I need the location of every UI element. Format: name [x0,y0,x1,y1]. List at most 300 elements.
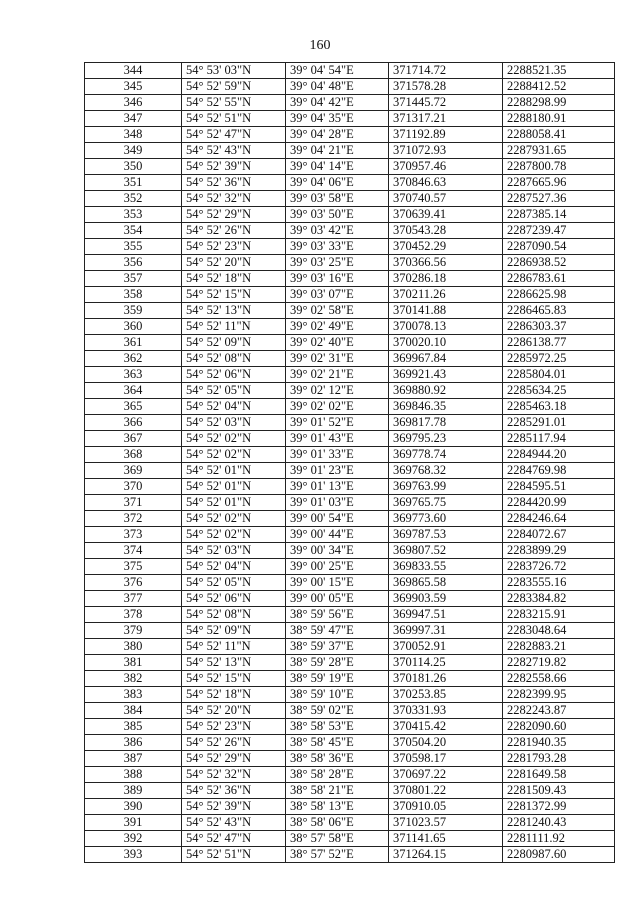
point-number-cell: 364 [85,383,182,399]
table-row [85,223,615,239]
point-number-cell: 386 [85,735,182,751]
x-coordinate-cell: 370286.18 [389,271,503,287]
table-row [85,175,615,191]
x-coordinate-cell: 371192.89 [389,127,503,143]
x-coordinate-cell: 370020.10 [389,335,503,351]
longitude-cell: 39° 02' 12"E [286,383,389,399]
latitude-cell: 54° 52' 08"N [182,607,286,623]
table-row [85,703,615,719]
table-row [85,687,615,703]
longitude-cell: 39° 04' 14"E [286,159,389,175]
table-row [85,735,615,751]
x-coordinate-cell: 369880.92 [389,383,503,399]
y-coordinate-cell: 2281111.92 [503,831,615,847]
y-coordinate-cell: 2286303.37 [503,319,615,335]
longitude-cell: 39° 04' 54"E [286,63,389,79]
y-coordinate-cell: 2287931.65 [503,143,615,159]
x-coordinate-cell: 369787.53 [389,527,503,543]
latitude-cell: 54° 52' 03"N [182,543,286,559]
point-number-cell: 370 [85,479,182,495]
latitude-cell: 54° 52' 43"N [182,143,286,159]
point-number-cell: 354 [85,223,182,239]
latitude-cell: 54° 52' 11"N [182,639,286,655]
table-row [85,543,615,559]
longitude-cell: 39° 00' 44"E [286,527,389,543]
x-coordinate-cell: 369765.75 [389,495,503,511]
longitude-cell: 39° 02' 49"E [286,319,389,335]
point-number-cell: 371 [85,495,182,511]
table-row [85,351,615,367]
x-coordinate-cell: 370846.63 [389,175,503,191]
x-coordinate-cell: 369833.55 [389,559,503,575]
x-coordinate-cell: 371141.65 [389,831,503,847]
table-row [85,127,615,143]
y-coordinate-cell: 2287385.14 [503,207,615,223]
x-coordinate-cell: 369773.60 [389,511,503,527]
table-row [85,591,615,607]
table-row [85,831,615,847]
table-row [85,607,615,623]
y-coordinate-cell: 2285291.01 [503,415,615,431]
longitude-cell: 38° 58' 13"E [286,799,389,815]
y-coordinate-cell: 2283215.91 [503,607,615,623]
x-coordinate-cell: 370598.17 [389,751,503,767]
x-coordinate-cell: 369795.23 [389,431,503,447]
table-row [85,399,615,415]
x-coordinate-cell: 370697.22 [389,767,503,783]
latitude-cell: 54° 52' 55"N [182,95,286,111]
y-coordinate-cell: 2282883.21 [503,639,615,655]
point-number-cell: 345 [85,79,182,95]
longitude-cell: 39° 01' 13"E [286,479,389,495]
latitude-cell: 54° 52' 23"N [182,239,286,255]
x-coordinate-cell: 370114.25 [389,655,503,671]
point-number-cell: 382 [85,671,182,687]
x-coordinate-cell: 370078.13 [389,319,503,335]
x-coordinate-cell: 370141.88 [389,303,503,319]
longitude-cell: 38° 59' 56"E [286,607,389,623]
y-coordinate-cell: 2287665.96 [503,175,615,191]
x-coordinate-cell: 370639.41 [389,207,503,223]
x-coordinate-cell: 371264.15 [389,847,503,863]
y-coordinate-cell: 2281509.43 [503,783,615,799]
point-number-cell: 367 [85,431,182,447]
longitude-cell: 39° 03' 50"E [286,207,389,223]
y-coordinate-cell: 2284769.98 [503,463,615,479]
point-number-cell: 372 [85,511,182,527]
longitude-cell: 38° 58' 28"E [286,767,389,783]
y-coordinate-cell: 2288058.41 [503,127,615,143]
point-number-cell: 352 [85,191,182,207]
longitude-cell: 38° 59' 02"E [286,703,389,719]
table-row [85,463,615,479]
latitude-cell: 54° 52' 43"N [182,815,286,831]
point-number-cell: 376 [85,575,182,591]
x-coordinate-cell: 369763.99 [389,479,503,495]
latitude-cell: 54° 52' 26"N [182,735,286,751]
point-number-cell: 380 [85,639,182,655]
table-row [85,719,615,735]
point-number-cell: 392 [85,831,182,847]
x-coordinate-cell: 370957.46 [389,159,503,175]
y-coordinate-cell: 2285463.18 [503,399,615,415]
x-coordinate-cell: 370366.56 [389,255,503,271]
y-coordinate-cell: 2282399.95 [503,687,615,703]
point-number-cell: 375 [85,559,182,575]
longitude-cell: 39° 04' 35"E [286,111,389,127]
point-number-cell: 390 [85,799,182,815]
point-number-cell: 379 [85,623,182,639]
x-coordinate-cell: 370740.57 [389,191,503,207]
point-number-cell: 378 [85,607,182,623]
longitude-cell: 38° 58' 21"E [286,783,389,799]
latitude-cell: 54° 52' 04"N [182,559,286,575]
latitude-cell: 54° 52' 05"N [182,383,286,399]
point-number-cell: 385 [85,719,182,735]
x-coordinate-cell: 370253.85 [389,687,503,703]
latitude-cell: 54° 52' 36"N [182,783,286,799]
table-row [85,63,615,79]
table-row [85,383,615,399]
y-coordinate-cell: 2287800.78 [503,159,615,175]
coordinates-table [84,62,615,863]
latitude-cell: 54° 52' 01"N [182,495,286,511]
longitude-cell: 39° 01' 23"E [286,463,389,479]
longitude-cell: 38° 58' 06"E [286,815,389,831]
latitude-cell: 54° 52' 47"N [182,831,286,847]
longitude-cell: 39° 01' 52"E [286,415,389,431]
x-coordinate-cell: 369921.43 [389,367,503,383]
longitude-cell: 39° 03' 07"E [286,287,389,303]
point-number-cell: 347 [85,111,182,127]
longitude-cell: 39° 03' 42"E [286,223,389,239]
latitude-cell: 54° 52' 09"N [182,623,286,639]
longitude-cell: 39° 01' 43"E [286,431,389,447]
longitude-cell: 39° 00' 05"E [286,591,389,607]
table-row [85,479,615,495]
point-number-cell: 377 [85,591,182,607]
latitude-cell: 54° 52' 23"N [182,719,286,735]
page-number: 160 [309,38,331,53]
longitude-cell: 38° 57' 52"E [286,847,389,863]
y-coordinate-cell: 2286465.83 [503,303,615,319]
longitude-cell: 39° 04' 28"E [286,127,389,143]
y-coordinate-cell: 2285117.94 [503,431,615,447]
latitude-cell: 54° 52' 59"N [182,79,286,95]
y-coordinate-cell: 2288412.52 [503,79,615,95]
y-coordinate-cell: 2283048.64 [503,623,615,639]
point-number-cell: 393 [85,847,182,863]
y-coordinate-cell: 2286625.98 [503,287,615,303]
longitude-cell: 39° 00' 54"E [286,511,389,527]
latitude-cell: 54° 52' 18"N [182,271,286,287]
latitude-cell: 54° 52' 47"N [182,127,286,143]
table-row [85,271,615,287]
y-coordinate-cell: 2281649.58 [503,767,615,783]
latitude-cell: 54° 52' 29"N [182,207,286,223]
y-coordinate-cell: 2286783.61 [503,271,615,287]
longitude-cell: 39° 03' 25"E [286,255,389,271]
x-coordinate-cell: 369778.74 [389,447,503,463]
table-row [85,287,615,303]
longitude-cell: 38° 58' 36"E [286,751,389,767]
point-number-cell: 369 [85,463,182,479]
latitude-cell: 54° 52' 13"N [182,655,286,671]
latitude-cell: 54° 52' 02"N [182,431,286,447]
point-number-cell: 373 [85,527,182,543]
table-row [85,655,615,671]
longitude-cell: 39° 04' 21"E [286,143,389,159]
x-coordinate-cell: 369807.52 [389,543,503,559]
latitude-cell: 54° 52' 29"N [182,751,286,767]
x-coordinate-cell: 370543.28 [389,223,503,239]
point-number-cell: 365 [85,399,182,415]
table-row [85,239,615,255]
table-row [85,319,615,335]
table-row [85,751,615,767]
y-coordinate-cell: 2284420.99 [503,495,615,511]
x-coordinate-cell: 369865.58 [389,575,503,591]
y-coordinate-cell: 2283899.29 [503,543,615,559]
x-coordinate-cell: 370504.20 [389,735,503,751]
table-row [85,847,615,863]
table-row [85,335,615,351]
x-coordinate-cell: 369997.31 [389,623,503,639]
point-number-cell: 358 [85,287,182,303]
y-coordinate-cell: 2282243.87 [503,703,615,719]
longitude-cell: 38° 58' 53"E [286,719,389,735]
x-coordinate-cell: 370052.91 [389,639,503,655]
x-coordinate-cell: 369967.84 [389,351,503,367]
point-number-cell: 368 [85,447,182,463]
table-row [85,191,615,207]
latitude-cell: 54° 52' 01"N [182,463,286,479]
y-coordinate-cell: 2286938.52 [503,255,615,271]
longitude-cell: 38° 57' 58"E [286,831,389,847]
table-row [85,799,615,815]
x-coordinate-cell: 371072.93 [389,143,503,159]
latitude-cell: 54° 52' 05"N [182,575,286,591]
point-number-cell: 348 [85,127,182,143]
latitude-cell: 54° 52' 20"N [182,255,286,271]
point-number-cell: 350 [85,159,182,175]
latitude-cell: 54° 52' 15"N [182,287,286,303]
latitude-cell: 54° 52' 02"N [182,511,286,527]
point-number-cell: 391 [85,815,182,831]
point-number-cell: 374 [85,543,182,559]
table-row [85,575,615,591]
x-coordinate-cell: 371578.28 [389,79,503,95]
x-coordinate-cell: 371445.72 [389,95,503,111]
table-row [85,767,615,783]
x-coordinate-cell: 371023.57 [389,815,503,831]
longitude-cell: 39° 04' 48"E [286,79,389,95]
latitude-cell: 54° 52' 04"N [182,399,286,415]
point-number-cell: 346 [85,95,182,111]
longitude-cell: 39° 03' 16"E [286,271,389,287]
y-coordinate-cell: 2288298.99 [503,95,615,111]
y-coordinate-cell: 2283555.16 [503,575,615,591]
table-row [85,143,615,159]
latitude-cell: 54° 52' 11"N [182,319,286,335]
point-number-cell: 363 [85,367,182,383]
latitude-cell: 54° 52' 13"N [182,303,286,319]
table-row [85,495,615,511]
table-row [85,447,615,463]
longitude-cell: 38° 59' 47"E [286,623,389,639]
y-coordinate-cell: 2288180.91 [503,111,615,127]
y-coordinate-cell: 2284072.67 [503,527,615,543]
point-number-cell: 359 [85,303,182,319]
longitude-cell: 38° 59' 19"E [286,671,389,687]
longitude-cell: 38° 59' 37"E [286,639,389,655]
point-number-cell: 383 [85,687,182,703]
point-number-cell: 362 [85,351,182,367]
coordinates-table-body [85,63,615,863]
table-row [85,95,615,111]
latitude-cell: 54° 52' 08"N [182,351,286,367]
x-coordinate-cell: 371317.21 [389,111,503,127]
table-row [85,527,615,543]
x-coordinate-cell: 370181.26 [389,671,503,687]
latitude-cell: 54° 52' 03"N [182,415,286,431]
y-coordinate-cell: 2283726.72 [503,559,615,575]
x-coordinate-cell: 369768.32 [389,463,503,479]
latitude-cell: 54° 52' 20"N [182,703,286,719]
point-number-cell: 351 [85,175,182,191]
latitude-cell: 54° 52' 01"N [182,479,286,495]
x-coordinate-cell: 369947.51 [389,607,503,623]
x-coordinate-cell: 370452.29 [389,239,503,255]
longitude-cell: 39° 00' 15"E [286,575,389,591]
latitude-cell: 54° 52' 06"N [182,367,286,383]
y-coordinate-cell: 2287239.47 [503,223,615,239]
longitude-cell: 39° 04' 06"E [286,175,389,191]
table-row [85,815,615,831]
table-row [85,623,615,639]
longitude-cell: 39° 04' 42"E [286,95,389,111]
point-number-cell: 387 [85,751,182,767]
x-coordinate-cell: 369817.78 [389,415,503,431]
y-coordinate-cell: 2288521.35 [503,63,615,79]
longitude-cell: 39° 03' 58"E [286,191,389,207]
x-coordinate-cell: 370211.26 [389,287,503,303]
y-coordinate-cell: 2282558.66 [503,671,615,687]
point-number-cell: 381 [85,655,182,671]
x-coordinate-cell: 370331.93 [389,703,503,719]
table-row [85,367,615,383]
table-row [85,207,615,223]
latitude-cell: 54° 52' 18"N [182,687,286,703]
y-coordinate-cell: 2283384.82 [503,591,615,607]
x-coordinate-cell: 369903.59 [389,591,503,607]
longitude-cell: 38° 59' 10"E [286,687,389,703]
longitude-cell: 39° 02' 40"E [286,335,389,351]
table-row [85,79,615,95]
latitude-cell: 54° 52' 32"N [182,767,286,783]
table-row [85,415,615,431]
x-coordinate-cell: 371714.72 [389,63,503,79]
latitude-cell: 54° 52' 39"N [182,159,286,175]
y-coordinate-cell: 2281940.35 [503,735,615,751]
y-coordinate-cell: 2285804.01 [503,367,615,383]
table-row [85,255,615,271]
longitude-cell: 39° 01' 33"E [286,447,389,463]
y-coordinate-cell: 2281372.99 [503,799,615,815]
table-row [85,431,615,447]
longitude-cell: 39° 00' 25"E [286,559,389,575]
latitude-cell: 54° 52' 15"N [182,671,286,687]
point-number-cell: 388 [85,767,182,783]
point-number-cell: 361 [85,335,182,351]
longitude-cell: 39° 02' 02"E [286,399,389,415]
point-number-cell: 366 [85,415,182,431]
y-coordinate-cell: 2281793.28 [503,751,615,767]
point-number-cell: 344 [85,63,182,79]
longitude-cell: 38° 58' 45"E [286,735,389,751]
table-row [85,639,615,655]
y-coordinate-cell: 2284246.64 [503,511,615,527]
point-number-cell: 389 [85,783,182,799]
latitude-cell: 54° 52' 51"N [182,111,286,127]
y-coordinate-cell: 2284944.20 [503,447,615,463]
table-row [85,111,615,127]
x-coordinate-cell: 370415.42 [389,719,503,735]
table-row [85,511,615,527]
longitude-cell: 39° 02' 58"E [286,303,389,319]
y-coordinate-cell: 2287527.36 [503,191,615,207]
y-coordinate-cell: 2286138.77 [503,335,615,351]
longitude-cell: 38° 59' 28"E [286,655,389,671]
point-number-cell: 384 [85,703,182,719]
longitude-cell: 39° 03' 33"E [286,239,389,255]
table-row [85,303,615,319]
point-number-cell: 353 [85,207,182,223]
table-row [85,159,615,175]
latitude-cell: 54° 52' 51"N [182,847,286,863]
latitude-cell: 54° 52' 02"N [182,447,286,463]
latitude-cell: 54° 52' 39"N [182,799,286,815]
y-coordinate-cell: 2282719.82 [503,655,615,671]
table-row [85,559,615,575]
latitude-cell: 54° 52' 06"N [182,591,286,607]
y-coordinate-cell: 2282090.60 [503,719,615,735]
point-number-cell: 355 [85,239,182,255]
y-coordinate-cell: 2280987.60 [503,847,615,863]
y-coordinate-cell: 2281240.43 [503,815,615,831]
longitude-cell: 39° 02' 21"E [286,367,389,383]
latitude-cell: 54° 52' 32"N [182,191,286,207]
y-coordinate-cell: 2287090.54 [503,239,615,255]
point-number-cell: 349 [85,143,182,159]
latitude-cell: 54° 52' 09"N [182,335,286,351]
longitude-cell: 39° 01' 03"E [286,495,389,511]
y-coordinate-cell: 2284595.51 [503,479,615,495]
point-number-cell: 357 [85,271,182,287]
longitude-cell: 39° 00' 34"E [286,543,389,559]
latitude-cell: 54° 52' 26"N [182,223,286,239]
latitude-cell: 54° 53' 03"N [182,63,286,79]
x-coordinate-cell: 370801.22 [389,783,503,799]
table-row [85,671,615,687]
point-number-cell: 360 [85,319,182,335]
y-coordinate-cell: 2285972.25 [503,351,615,367]
latitude-cell: 54° 52' 02"N [182,527,286,543]
x-coordinate-cell: 369846.35 [389,399,503,415]
point-number-cell: 356 [85,255,182,271]
y-coordinate-cell: 2285634.25 [503,383,615,399]
x-coordinate-cell: 370910.05 [389,799,503,815]
